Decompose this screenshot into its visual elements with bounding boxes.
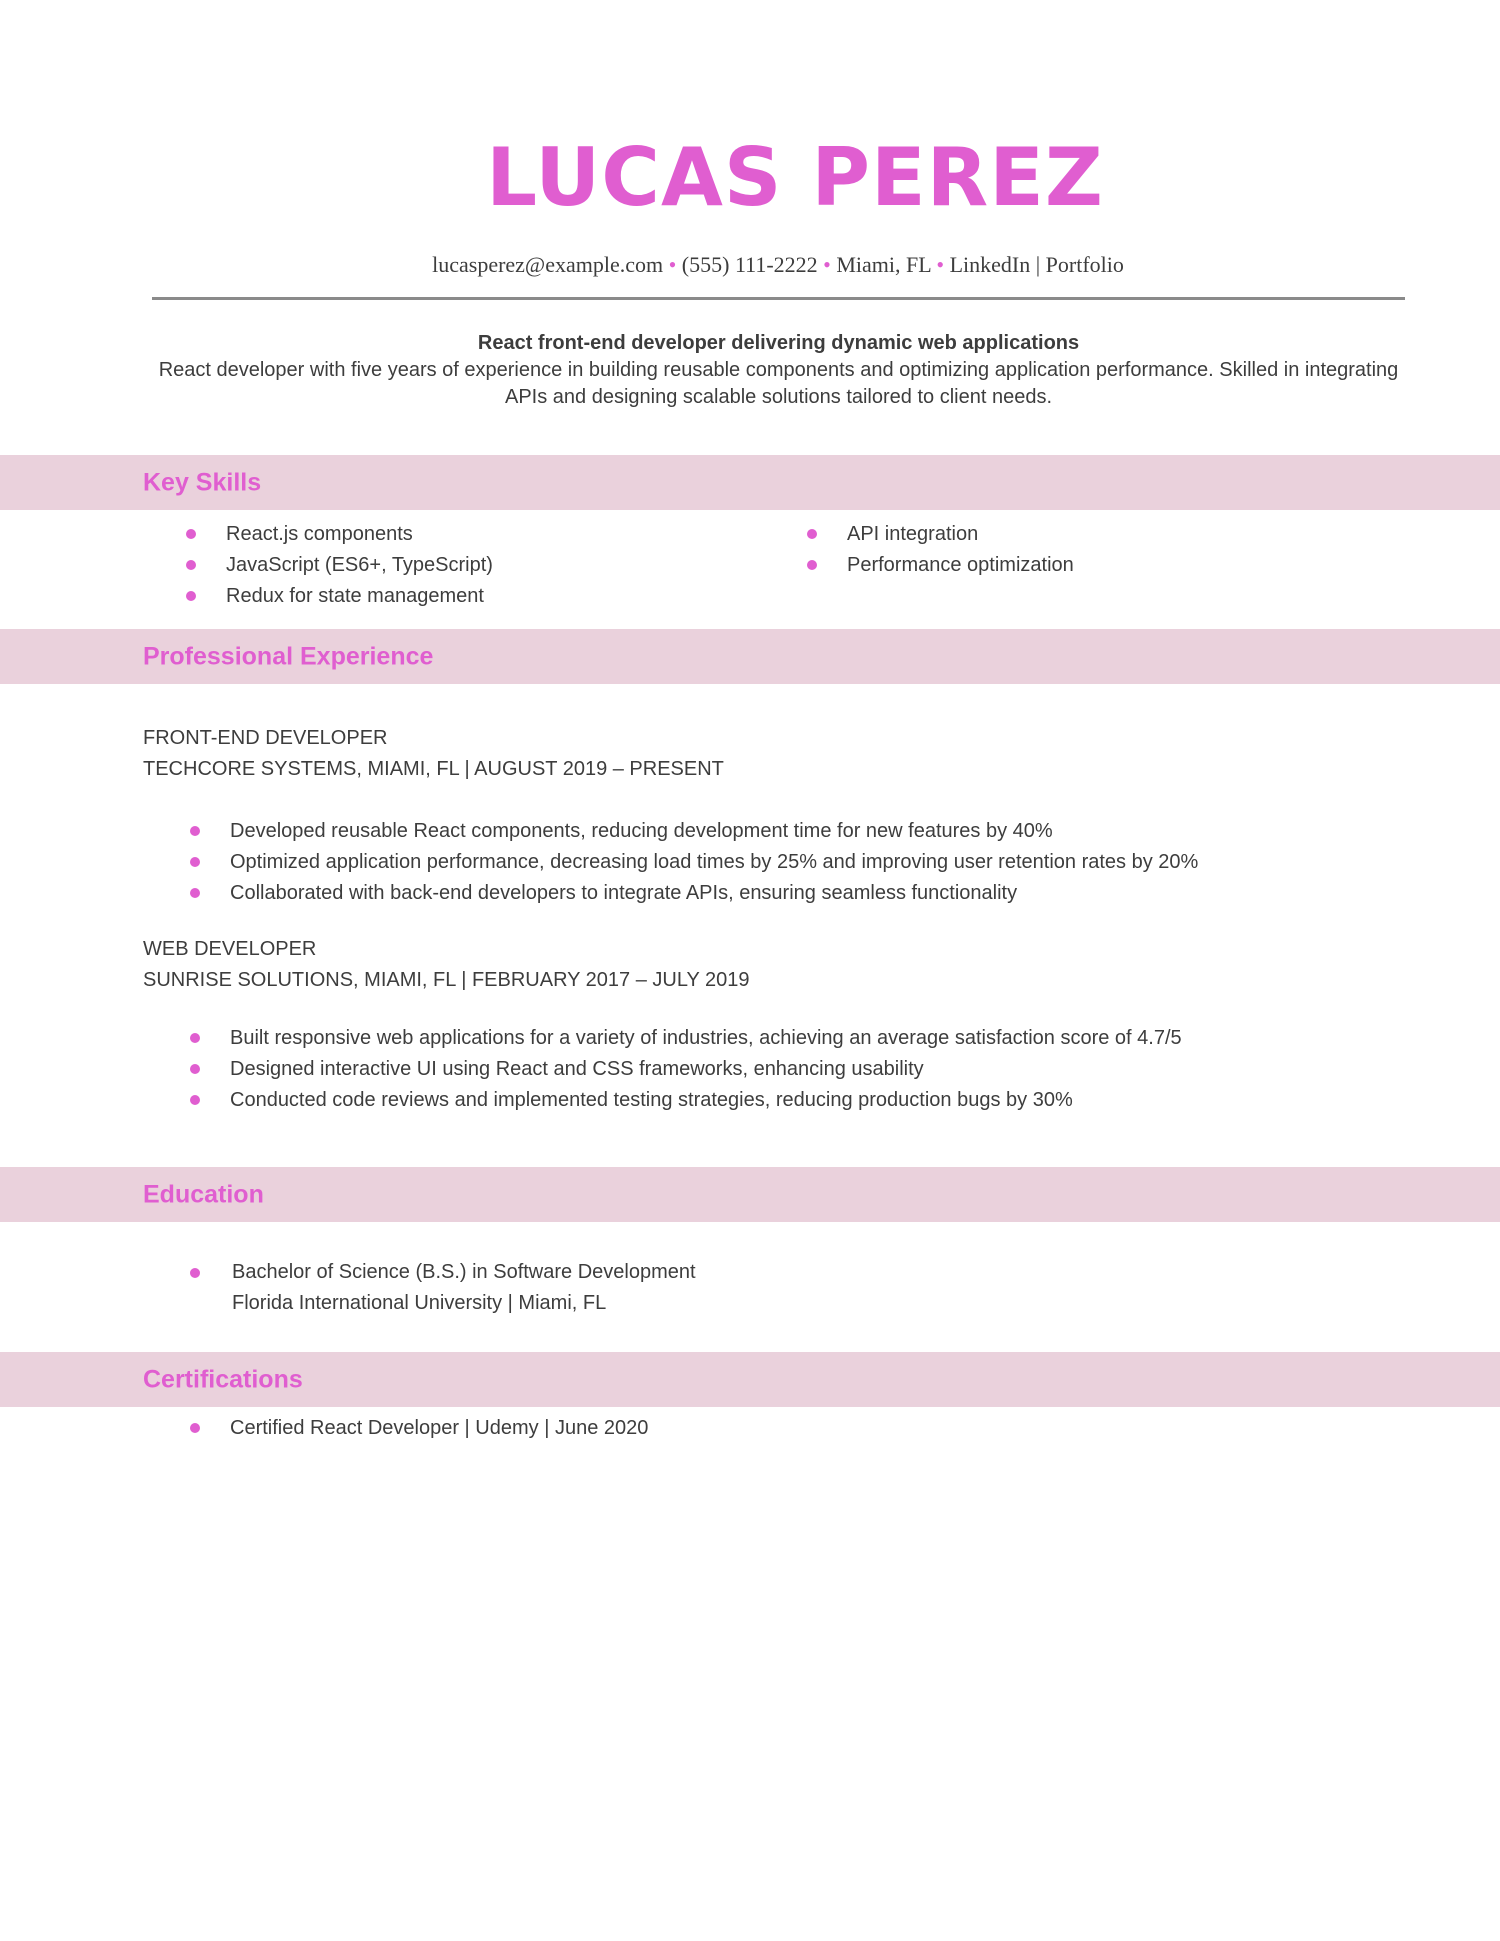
separator-dot: •	[668, 252, 677, 277]
list-item	[186, 550, 493, 581]
skill-text: Redux for state management	[226, 585, 484, 607]
list-item	[190, 1085, 1182, 1116]
bullet-text: Built responsive web applications for a variety of industries, achieving an average satisfaction score of 4.7/5	[230, 1027, 1182, 1049]
skill-text: API integration	[847, 523, 979, 545]
section-band-experience	[0, 629, 1500, 684]
bullet-icon	[807, 560, 817, 570]
list-item	[190, 816, 1198, 847]
header-divider	[152, 297, 1405, 300]
job-bullets	[190, 816, 1198, 909]
skills-list-right	[807, 519, 1074, 581]
certifications-list	[190, 1413, 648, 1444]
job-role: WEB DEVELOPER	[143, 938, 317, 960]
section-title-skills: Key Skills	[143, 468, 262, 496]
bullet-text: Conducted code reviews and implemented testing strategies, reducing production bugs by 30%	[230, 1089, 1073, 1111]
bullet-icon	[190, 1268, 200, 1278]
summary-headline: React front-end developer delivering dynamic web applications	[477, 332, 1080, 354]
contact-phone: (555) 111-2222	[681, 252, 818, 277]
section-band-certifications	[0, 1352, 1500, 1407]
list-item	[190, 847, 1198, 878]
list-item	[190, 1023, 1182, 1054]
bullet-text: Optimized application performance, decreasing load times by 25% and improving user retention rates by 20%	[230, 851, 1199, 873]
job-company: TECHCORE SYSTEMS, MIAMI, FL | AUGUST 2019 – PRESENT	[143, 758, 724, 780]
separator-dot: •	[936, 252, 945, 277]
list-item	[807, 550, 1074, 581]
section-title-experience: Professional Experience	[143, 642, 434, 670]
bullet-icon	[186, 529, 196, 539]
list-item	[190, 1054, 1182, 1085]
skill-text: JavaScript (ES6+, TypeScript)	[226, 554, 493, 576]
contact-location: Miami, FL	[836, 252, 931, 277]
education-school: Florida International University | Miami, FL	[232, 1292, 607, 1314]
list-item	[186, 519, 493, 550]
contact-links: LinkedIn | Portfolio	[949, 252, 1124, 277]
bullet-icon	[190, 1064, 200, 1074]
bullet-icon	[186, 591, 196, 601]
bullet-text: Designed interactive UI using React and CSS frameworks, enhancing usability	[230, 1058, 924, 1080]
summary-body: React developer with five years of experience in building reusable components and optimizing application performance. Skilled in integrating APIs and designing scalable solutions tailored to client needs.	[158, 359, 1399, 408]
list-item	[186, 581, 493, 612]
contact-email: lucasperez@example.com	[432, 252, 664, 277]
bullet-icon	[190, 1095, 200, 1105]
section-band-education	[0, 1167, 1500, 1222]
section-title-certifications: Certifications	[143, 1365, 303, 1393]
summary	[152, 330, 1405, 411]
job-bullets	[190, 1023, 1182, 1116]
bullet-icon	[190, 826, 200, 836]
section-title-education: Education	[143, 1180, 264, 1208]
bullet-icon	[190, 888, 200, 898]
candidate-name: LUCAS PEREZ	[486, 131, 1104, 224]
bullet-icon	[807, 529, 817, 539]
skill-text: Performance optimization	[847, 554, 1074, 576]
bullet-icon	[190, 857, 200, 867]
section-band-skills	[0, 455, 1500, 510]
skills-list-left	[186, 519, 493, 612]
bullet-text: Developed reusable React components, reducing development time for new features by 40%	[230, 820, 1053, 842]
bullet-text: Collaborated with back-end developers to integrate APIs, ensuring seamless functionality	[230, 882, 1018, 904]
education-degree: Bachelor of Science (B.S.) in Software Development	[232, 1261, 696, 1283]
job-company: SUNRISE SOLUTIONS, MIAMI, FL | FEBRUARY 2017 – JULY 2019	[143, 969, 750, 991]
job-role: FRONT-END DEVELOPER	[143, 727, 388, 749]
list-item	[807, 519, 1074, 550]
certification-text: Certified React Developer | Udemy | June 2020	[230, 1417, 649, 1439]
bullet-icon	[190, 1423, 200, 1433]
separator-dot: •	[823, 252, 831, 277]
bullet-icon	[186, 560, 196, 570]
skill-text: React.js components	[226, 523, 413, 545]
list-item	[190, 878, 1198, 909]
bullet-icon	[190, 1033, 200, 1043]
contact-line	[0, 252, 1500, 278]
list-item	[190, 1413, 648, 1444]
